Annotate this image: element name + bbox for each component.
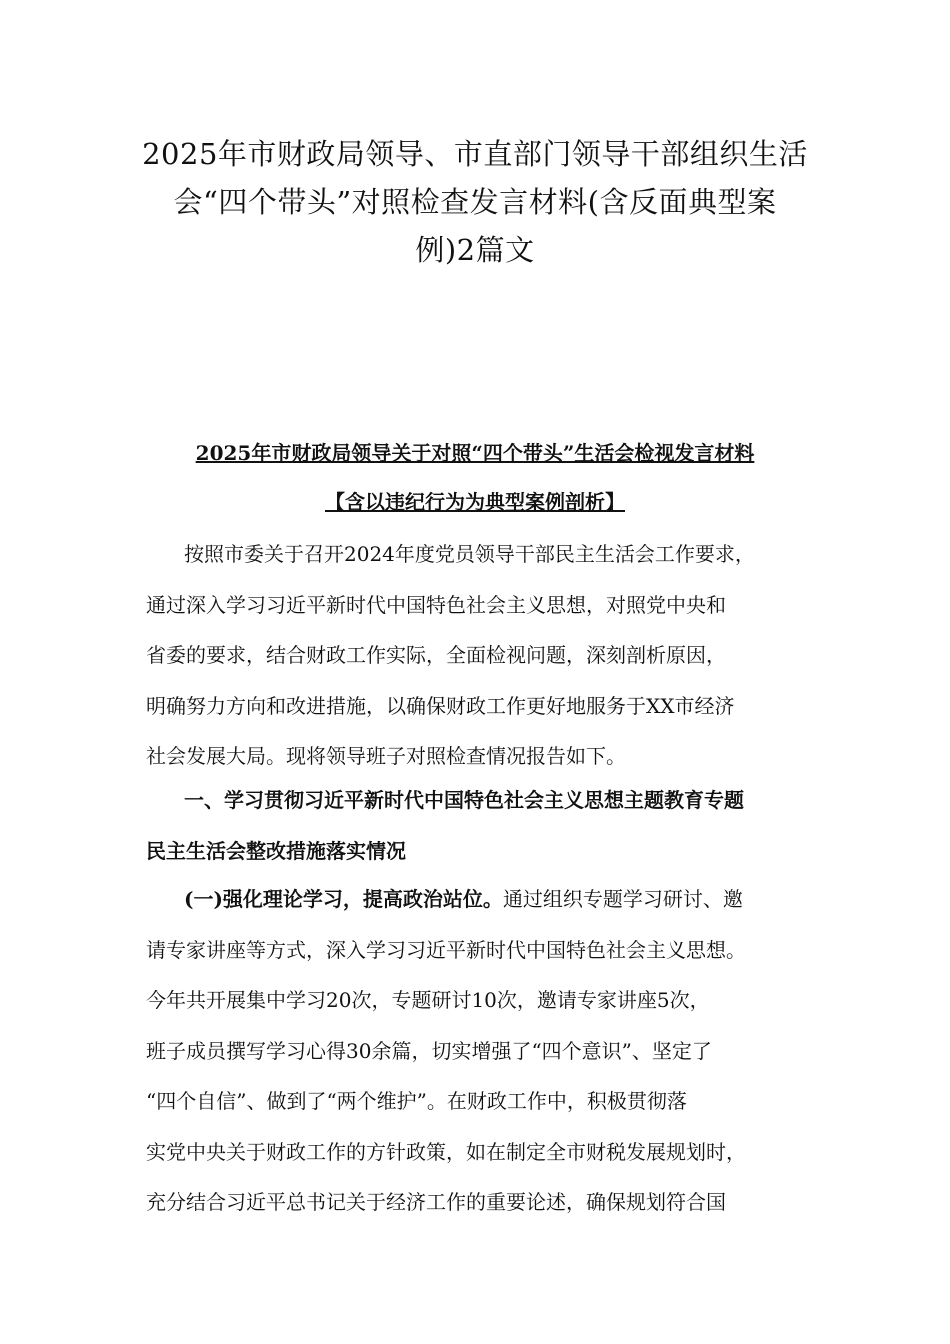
paragraph-line: 充分结合习近平总书记关于经济工作的重要论述，确保规划符合国 bbox=[146, 1190, 726, 1214]
section-heading-line: 一、学习贯彻习近平新时代中国特色社会主义思想主题教育专题 bbox=[184, 788, 744, 812]
paragraph-line: 社会发展大局。现将领导班子对照检查情况报告如下。 bbox=[146, 744, 626, 768]
paragraph-line: 按照市委关于召开2024年度党员领导干部民主生活会工作要求， bbox=[184, 542, 755, 566]
paragraph-line: 请专家讲座等方式，深入学习习近平新时代中国特色社会主义思想。 bbox=[146, 937, 746, 962]
subsection-heading: (一)强化理论学习，提高政治站位。 bbox=[184, 887, 503, 911]
title-line-3: 例)2篇文 bbox=[415, 233, 535, 267]
intro-paragraph bbox=[146, 529, 826, 782]
paragraph-line: 省委的要求，结合财政工作实际，全面检视问题，深刻剖析原因， bbox=[146, 643, 726, 667]
section-heading-1 bbox=[146, 775, 826, 876]
document-title bbox=[130, 130, 820, 274]
section-heading-line: 民主生活会整改措施落实情况 bbox=[146, 838, 406, 863]
title-line-1: 2025年市财政局领导、市直部门领导干部组织生活 bbox=[142, 137, 808, 171]
article-subheading: 【含以违纪行为为典型案例剖析】 bbox=[325, 490, 625, 514]
paragraph-first-line bbox=[146, 874, 826, 925]
paragraph-text: 通过组织专题学习研讨、邀 bbox=[502, 887, 743, 911]
paragraph-line: 实党中央关于财政工作的方针政策，如在制定全市财税发展规划时， bbox=[146, 1139, 746, 1164]
paragraph-line: 今年共开展集中学习20次，专题研讨10次，邀请专家讲座5次， bbox=[146, 988, 710, 1012]
article-heading: 2025年市财政局领导关于对照“四个带头”生活会检视发言材料 bbox=[195, 441, 755, 465]
subsection-paragraph bbox=[146, 874, 826, 1228]
paragraph-line: 班子成员撰写学习心得30余篇，切实增强了“四个意识”、坚定了 bbox=[146, 1038, 712, 1063]
paragraph-line: 明确努力方向和改进措施，以确保财政工作更好地服务于XX市经济 bbox=[146, 693, 735, 718]
paragraph-line: “四个自信”、做到了“两个维护”。在财政工作中，积极贯彻落 bbox=[146, 1089, 687, 1113]
paragraph-line: 通过深入学习习近平新时代中国特色社会主义思想，对照党中央和 bbox=[146, 592, 726, 617]
title-line-2: 会“四个带头”对照检查发言材料(含反面典型案 bbox=[173, 185, 777, 219]
